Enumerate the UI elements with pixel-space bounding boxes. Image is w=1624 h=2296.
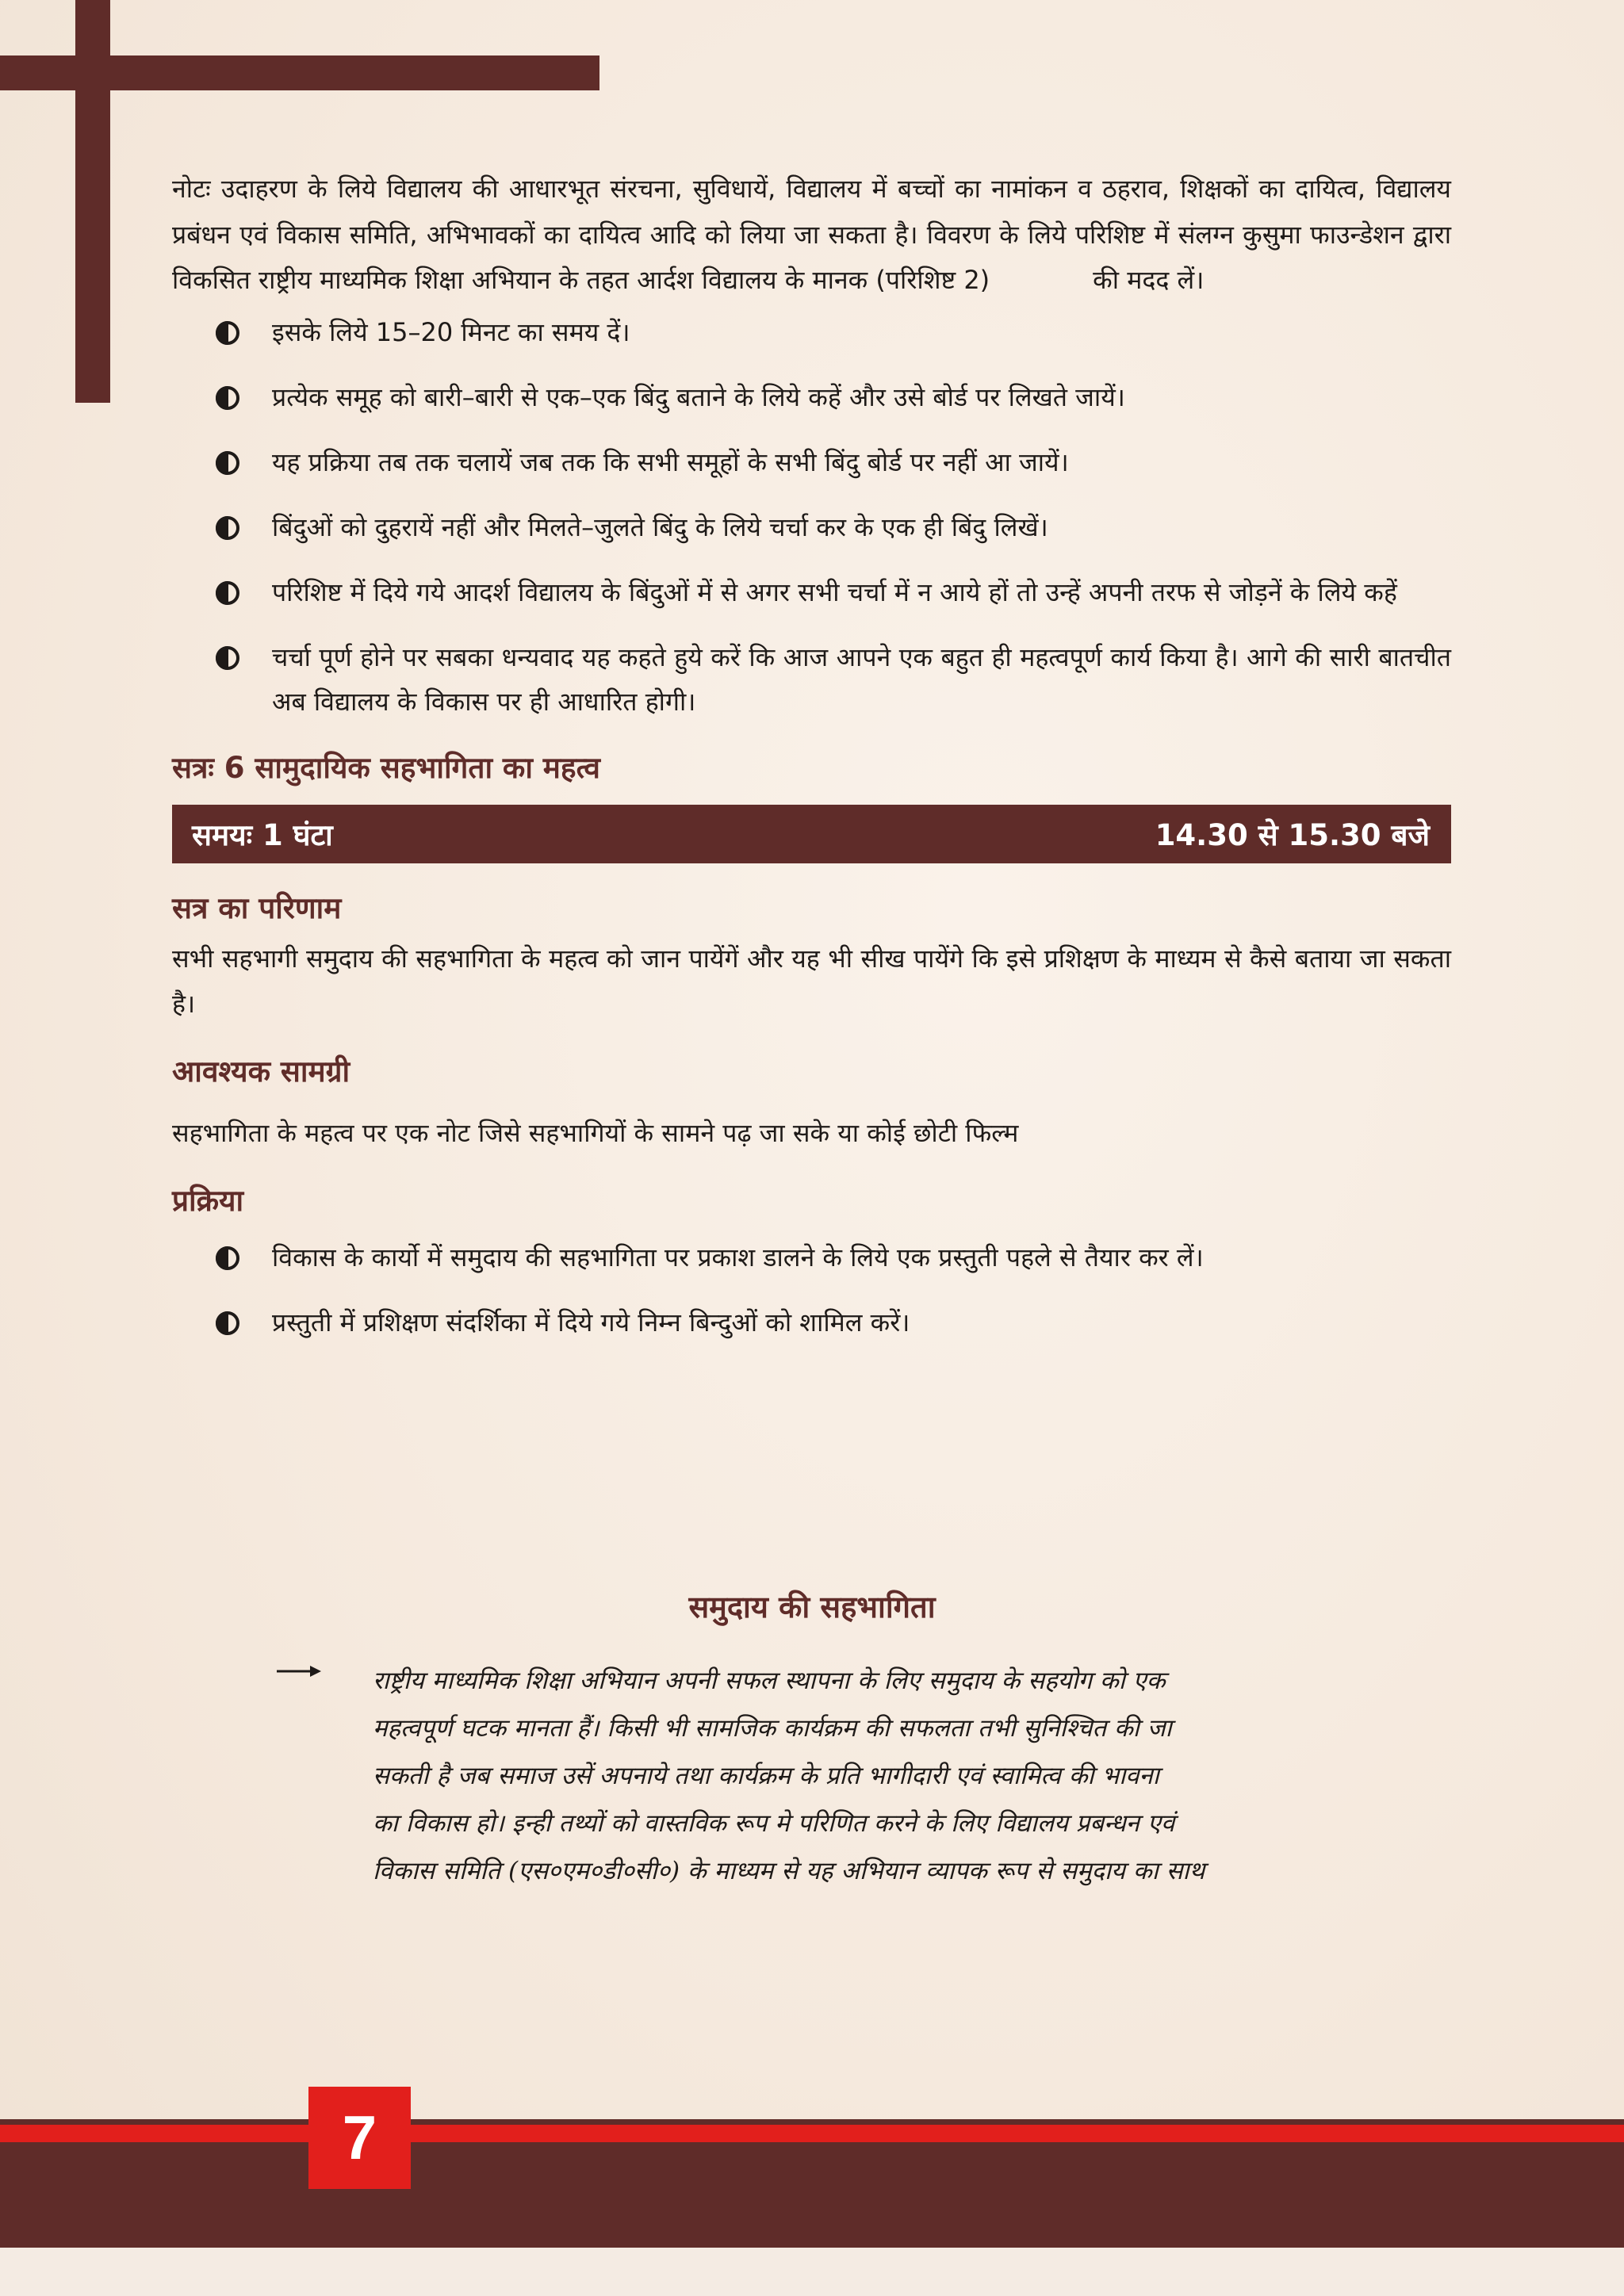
circle-bullet-icon	[216, 1311, 239, 1335]
process-heading: प्रक्रिया	[172, 1183, 244, 1218]
box-line: का विकास हो। इन्ही तथ्यों को वास्तविक रूप मे परिणित करने के लिए विद्यालय प्रबन्धन एवं	[373, 1809, 1175, 1838]
note-text: नोटः उदाहरण के लिये विद्यालय की आधारभूत संरचना, सुविधायें, विद्यालय में बच्चों का नामांकन व ठहराव, शिक्षकों का दायित्व, विद्यालय प्रबंधन एवं विकास समिति, अभिभावकों का दायित्व आदि को लिया जा सकता है। विवरण के लिये परिशिष्ट में संलग्न कुसुमा फाउन्डेशन द्वारा विकसित राष्ट्रीय माध्यमिक शिक्षा अभियान के तहत आर्दश विद्यालय के मानक (परिशिष्ट 2)	[172, 174, 1451, 295]
circle-bullet-icon	[216, 321, 239, 345]
note-paragraph	[172, 166, 1451, 304]
list-item: यह प्रक्रिया तब तक चलायें जब तक कि सभी समूहों के सभी बिंदु बोर्ड पर नहीं आ जायें।	[172, 440, 1451, 484]
session-time-bar	[172, 805, 1451, 863]
materials-text: सहभागिता के महत्व पर एक नोट जिसे सहभागियों के सामने पढ़ जा सके या कोई छोटी फिल्म	[172, 1117, 1019, 1148]
corner-decoration-horizontal	[0, 55, 599, 90]
outcome-text: सभी सहभागी समुदाय की सहभागिता के महत्व को जान पायेंगें और यह भी सीख पायेंगे कि इसे प्रशिक्षण के माध्यम से कैसे बताया जा सकता है।	[172, 943, 1451, 1019]
box-line: सकती है जब समाज उसें अपनाये तथा कार्यक्रम के प्रति भागीदारी एवं स्वामित्व की भावना	[373, 1762, 1159, 1790]
session-duration: समयः 1 घंटा	[192, 818, 333, 852]
main-content	[172, 166, 1451, 1365]
bottom-margin	[0, 2248, 1624, 2296]
circle-bullet-icon	[216, 516, 239, 540]
list-item: विकास के कार्यो में समुदाय की सहभागिता पर प्रकाश डालने के लिये एक प्रस्तुती पहले से तैयार कर लें।	[172, 1235, 1451, 1280]
steps-list	[172, 310, 1451, 724]
session-title: सत्रः 6 सामुदायिक सहभागिता का महत्व	[172, 750, 600, 785]
box-line: राष्ट्रीय माध्यमिक शिक्षा अभियान अपनी सफल स्थापना के लिए समुदाय के सहयोग को एक	[373, 1667, 1166, 1695]
session-time: 14.30 से 15.30 बजे	[1155, 818, 1430, 852]
box-title: समुदाय की सहभागिता	[688, 1590, 936, 1624]
circle-bullet-icon	[216, 646, 239, 670]
box-line: महत्वपूर्ण घटक मानता हैं। किसी भी सामजिक कार्यक्रम की सफलता तभी सुनिश्चित की जा	[373, 1714, 1172, 1743]
note-tail: की मदद लें।	[1093, 265, 1205, 295]
materials-heading: आवश्यक सामग्री	[172, 1054, 350, 1089]
list-item: प्रस्तुती में प्रशिक्षण संदर्शिका में दिये गये निम्न बिन्दुओं को शामिल करें।	[172, 1300, 1451, 1345]
process-steps-list	[172, 1235, 1451, 1345]
footer-red-stripe	[0, 2125, 1624, 2142]
circle-bullet-icon	[216, 581, 239, 605]
list-item: परिशिष्ट में दिये गये आदर्श विद्यालय के बिंदुओं में से अगर सभी चर्चा में न आये हों तो उन्हें अपनी तरफ से जोड़नें के लिये कहें	[172, 570, 1451, 614]
outcome-heading: सत्र का परिणाम	[172, 890, 342, 925]
box-line: विकास समिति (एस०एम०डी०सी०) के माध्यम से यह अभियान व्यापक रूप से समुदाय का साथ	[373, 1857, 1205, 1885]
list-item: चर्चा पूर्ण होने पर सबका धन्यवाद यह कहते हुये करें कि आज आपने एक बहुत ही महत्वपूर्ण कार्य किया है। आगे की सारी बातचीत अब विद्यालय के विकास पर ही आधारित होगी।	[172, 635, 1451, 724]
list-item: बिंदुओं को दुहरायें नहीं और मिलते–जुलते बिंदु के लिये चर्चा कर के एक ही बिंदु लिखें।	[172, 505, 1451, 549]
circle-bullet-icon	[216, 386, 239, 410]
list-item: इसके लिये 15–20 मिनट का समय दें।	[172, 310, 1451, 354]
page-number: 7	[308, 2087, 411, 2189]
list-item: प्रत्येक समूह को बारी–बारी से एक–एक बिंदु बताने के लिये कहें और उसे बोर्ड पर लिखते जायें।	[172, 375, 1451, 419]
arrow-right-icon	[275, 1663, 323, 1679]
circle-bullet-icon	[216, 451, 239, 475]
box-body	[373, 1657, 1356, 1895]
circle-bullet-icon	[216, 1246, 239, 1270]
